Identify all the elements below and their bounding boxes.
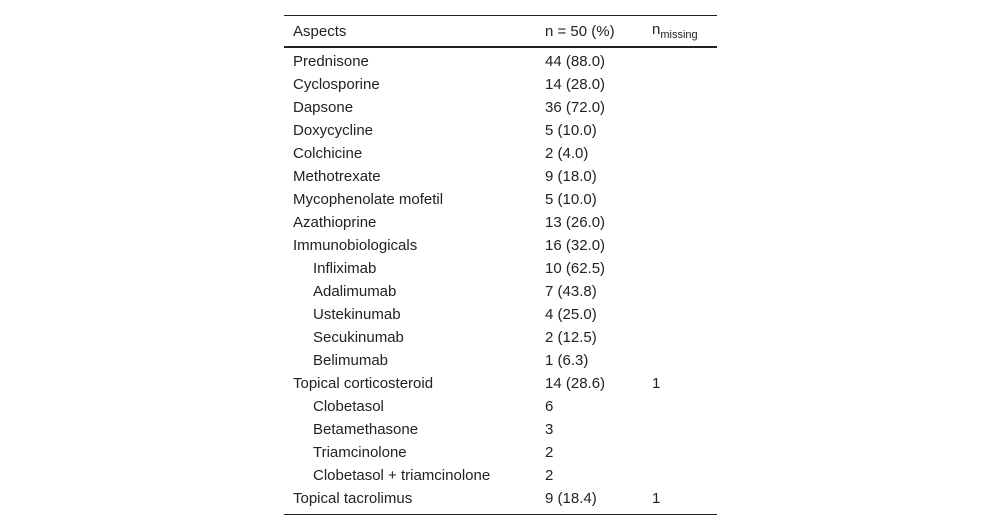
- row-missing: [643, 211, 717, 234]
- header-n-missing-sub: missing: [660, 29, 698, 41]
- row-missing: 1: [652, 375, 661, 392]
- row-missing: [643, 418, 717, 441]
- row-aspect: Betamethasone: [313, 421, 419, 438]
- table-header-row: [284, 16, 717, 48]
- row-aspect: Colchicine: [293, 145, 363, 162]
- row-value: 2 (4.0): [545, 145, 589, 162]
- table-row-sub: [284, 303, 717, 326]
- row-value: 7 (43.8): [545, 283, 597, 300]
- table-row-sub: [284, 464, 717, 487]
- row-value: 1 (6.3): [545, 352, 589, 369]
- table-row-sub: [284, 395, 717, 418]
- row-value: 4 (25.0): [545, 306, 597, 323]
- table-row: [284, 119, 717, 142]
- row-value: 36 (72.0): [545, 99, 606, 116]
- row-value: 16 (32.0): [545, 237, 606, 254]
- row-aspect: Dapsone: [293, 99, 354, 116]
- row-value: 14 (28.0): [545, 76, 606, 93]
- row-aspect: Doxycycline: [293, 122, 374, 139]
- row-value: 13 (26.0): [545, 214, 606, 231]
- row-missing: [643, 165, 717, 188]
- row-aspect: Prednisone: [293, 53, 369, 70]
- row-value: 44 (88.0): [545, 53, 606, 70]
- row-missing: [643, 395, 717, 418]
- row-missing: [643, 280, 717, 303]
- row-missing: [643, 464, 717, 487]
- row-aspect: Mycophenolate mofetil: [293, 191, 444, 208]
- row-value: 2 (12.5): [545, 329, 597, 346]
- row-missing: [643, 73, 717, 96]
- row-value: 5 (10.0): [545, 122, 597, 139]
- row-aspect: Topical corticosteroid: [293, 375, 434, 392]
- row-value: 3: [545, 421, 554, 438]
- row-aspect: Belimumab: [313, 352, 389, 369]
- row-aspect: Methotrexate: [293, 168, 381, 185]
- header-n-percent: n = 50 (%): [545, 22, 615, 40]
- row-value: 14 (28.6): [545, 375, 606, 392]
- row-missing: [643, 441, 717, 464]
- row-aspect: Triamcinolone: [313, 444, 407, 461]
- table-row: [284, 234, 717, 257]
- row-aspect: Topical tacrolimus: [293, 490, 413, 507]
- row-missing: [643, 349, 717, 372]
- row-aspect: Secukinumab: [313, 329, 404, 346]
- table-row: [284, 142, 717, 165]
- table-row: [284, 47, 717, 73]
- table-row: [284, 96, 717, 119]
- row-aspect: Clobetasol: [313, 398, 384, 415]
- row-missing: 1: [652, 490, 661, 507]
- row-aspect: Adalimumab: [313, 283, 397, 300]
- row-missing: [643, 47, 717, 73]
- header-aspects: Aspects: [293, 22, 347, 40]
- treatment-table-container: [284, 15, 717, 515]
- table-row-sub: [284, 257, 717, 280]
- row-missing: [643, 303, 717, 326]
- header-n-missing-main: n: [652, 21, 661, 38]
- table-row: [284, 211, 717, 234]
- table-row-sub: [284, 441, 717, 464]
- row-missing: [643, 119, 717, 142]
- row-missing: [643, 142, 717, 165]
- table-row-sub: [284, 349, 717, 372]
- row-value: 10 (62.5): [545, 260, 606, 277]
- row-missing: [643, 326, 717, 349]
- row-missing: [643, 257, 717, 280]
- row-aspect: Azathioprine: [293, 214, 377, 231]
- row-value: 9 (18.4): [545, 490, 597, 507]
- row-value: 5 (10.0): [545, 191, 597, 208]
- row-value: 2: [545, 444, 554, 461]
- treatment-table: [284, 15, 717, 515]
- table-row-sub: [284, 280, 717, 303]
- table-row: [284, 372, 717, 395]
- row-value: 2: [545, 467, 554, 484]
- table-row-sub: [284, 326, 717, 349]
- table-row: [284, 165, 717, 188]
- row-missing: [643, 96, 717, 119]
- row-value: 9 (18.0): [545, 168, 597, 185]
- table-row: [284, 487, 717, 515]
- row-missing: [643, 188, 717, 211]
- row-missing: [643, 234, 717, 257]
- row-aspect: Clobetasol + triamcinolone: [313, 467, 491, 484]
- row-aspect: Cyclosporine: [293, 76, 380, 93]
- table-row: [284, 73, 717, 96]
- table-row-sub: [284, 418, 717, 441]
- header-n-missing: [643, 16, 717, 48]
- row-aspect: Immunobiologicals: [293, 237, 418, 254]
- row-aspect: Infliximab: [313, 260, 377, 277]
- row-aspect: Ustekinumab: [313, 306, 401, 323]
- row-value: 6: [545, 398, 554, 415]
- table-row: [284, 188, 717, 211]
